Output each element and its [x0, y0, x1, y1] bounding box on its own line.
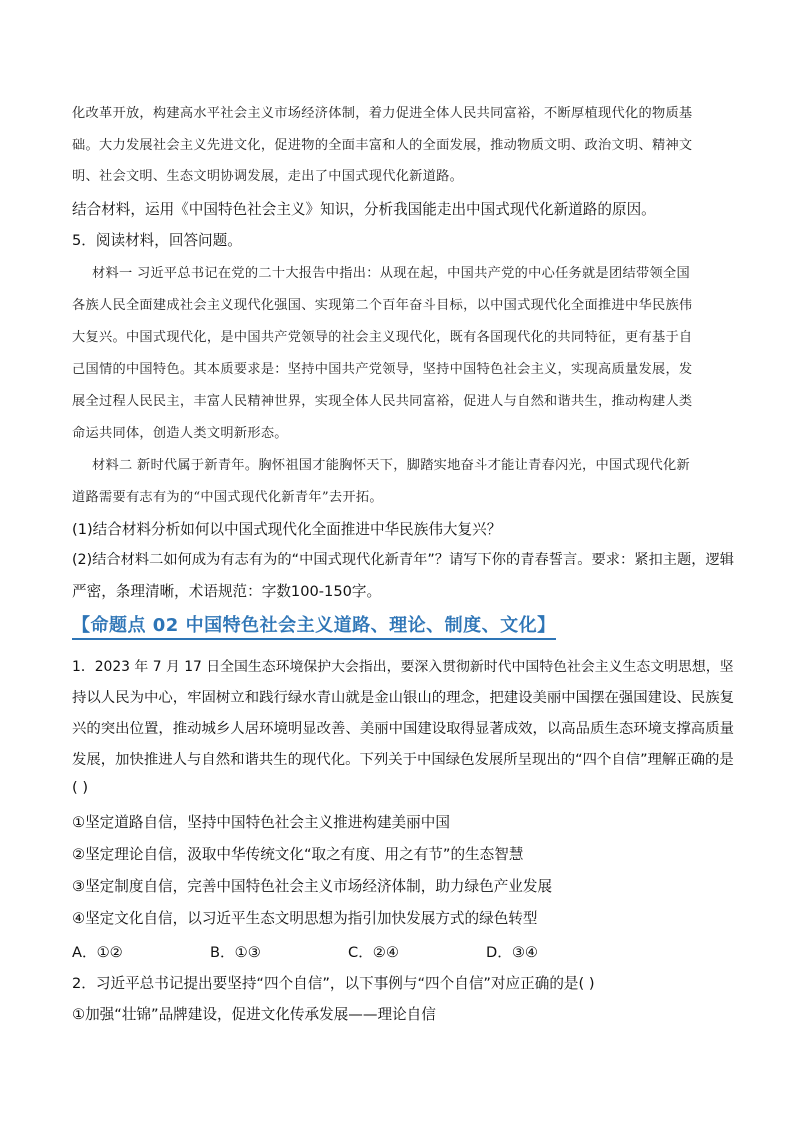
section-heading-underline [72, 638, 556, 640]
q5-material1-line-5: 展全过程人民民主，丰富人民精神世界，实现全体人民共同富裕，促进人与自然和谐共生，推动构建人类 [72, 394, 693, 409]
q5-material1-line-3: 大复兴。中国式现代化，是中国共产党领导的社会主义现代化，既有各国现代化的共同特征，更有基于自 [72, 330, 693, 345]
q5-material2-line-2: 道路需要有志有为的“中国式现代化新青年”去开拓。 [72, 490, 383, 505]
material-continued-line-1: 化改革开放，构建高水平社会主义市场经济体制，着力促进全体人民共同富裕，不断厚植现代化的物质基 [72, 106, 693, 121]
q1-item-4: ④坚定文化自信，以习近平生态文明思想为指引加快发展方式的绿色转型 [72, 910, 538, 927]
q1-stem-line-3: 兴的突出位置，推动城乡人居环境明显改善、美丽中国建设取得显著成效，以高品质生态环境支撑高质量 [72, 721, 734, 737]
q1-item-2: ②坚定理论自信，汲取中华传统文化“取之有度、用之有节”的生态智慧 [72, 846, 524, 863]
q2-stem: 2．习近平总书记提出要坚持“四个自信”，以下事例与“四个自信”对应正确的是( ) [72, 975, 595, 992]
material-continued-line-2: 础。大力发展社会主义先进文化，促进物的全面丰富和人的全面发展，推动物质文明、政治文明、精神文 [72, 138, 693, 153]
q1-option-a: A．①② [72, 944, 123, 961]
question-4-prompt: 结合材料，运用《中国特色社会主义》知识，分析我国能走出中国式现代化新道路的原因。 [72, 201, 656, 218]
q1-option-d: D．③④ [486, 944, 538, 961]
q1-item-3: ③坚定制度自信，完善中国特色社会主义市场经济体制，助力绿色产业发展 [72, 878, 553, 895]
q5-material1-line-6: 命运共同体，创造人类文明新形态。 [72, 426, 288, 441]
material-continued-line-3: 明、社会文明、生态文明协调发展，走出了中国式现代化新道路。 [72, 169, 464, 184]
q1-stem-line-4: 发展，加快推进人与自然和谐共生的现代化。下列关于中国绿色发展所呈现出的“四个自信”理解正确的是 [72, 752, 734, 768]
q5-material1-line-2: 各族人民全面建成社会主义现代化强国、实现第二个百年奋斗目标，以中国式现代化全面推进中华民族伟 [72, 298, 693, 313]
q1-item-1: ①坚定道路自信，坚持中国特色社会主义推进构建美丽中国 [72, 814, 450, 831]
q1-option-b: B．①③ [210, 944, 261, 961]
section-heading [72, 610, 556, 638]
q1-option-c: C．②④ [348, 944, 399, 961]
q5-material2-line-1: 材料二 新时代属于新青年。胸怀祖国才能胸怀天下，脚踏实地奋斗才能让青春闪光，中国式现代化新 [92, 458, 690, 473]
q5-material1-line-1: 材料一 习近平总书记在党的二十大报告中指出：从现在起，中国共产党的中心任务就是团结带领全国 [92, 266, 690, 281]
q2-item-1: ①加强“壮锦”品牌建设，促进文化传承发展——理论自信 [72, 1006, 436, 1023]
q5-subquestion-2-line-1: (2)结合材料二如何成为有志有为的“中国式现代化新青年”？请写下你的青春誓言。要求：紧扣主题，逻辑 [72, 552, 734, 568]
section-heading-text: 【命题点 02 中国特色社会主义道路、理论、制度、文化】 [72, 615, 556, 636]
q1-stem-line-2: 持以人民为中心，牢固树立和践行绿水青山就是金山银山的理念，把建设美丽中国摆在强国建设、民族复 [72, 690, 734, 706]
q1-stem-line-1: 1．2023 年 7 月 17 日全国生态环境保护大会指出，要深入贯彻新时代中国特色社会主义生态文明思想，坚 [72, 659, 734, 675]
q5-material1-line-4: 己国情的中国特色。其本质要求是：坚持中国共产党领导，坚持中国特色社会主义，实现高质量发展，发 [72, 362, 693, 377]
q5-subquestion-2-line-2: 严密，条理清晰，术语规范：字数100-150字。 [72, 583, 382, 600]
q5-subquestion-1: (1)结合材料分析如何以中国式现代化全面推进中华民族伟大复兴？ [72, 521, 502, 538]
q1-stem-line-5: ( ) [72, 779, 89, 796]
question-5-title: 5．阅读材料，回答问题。 [72, 232, 242, 249]
